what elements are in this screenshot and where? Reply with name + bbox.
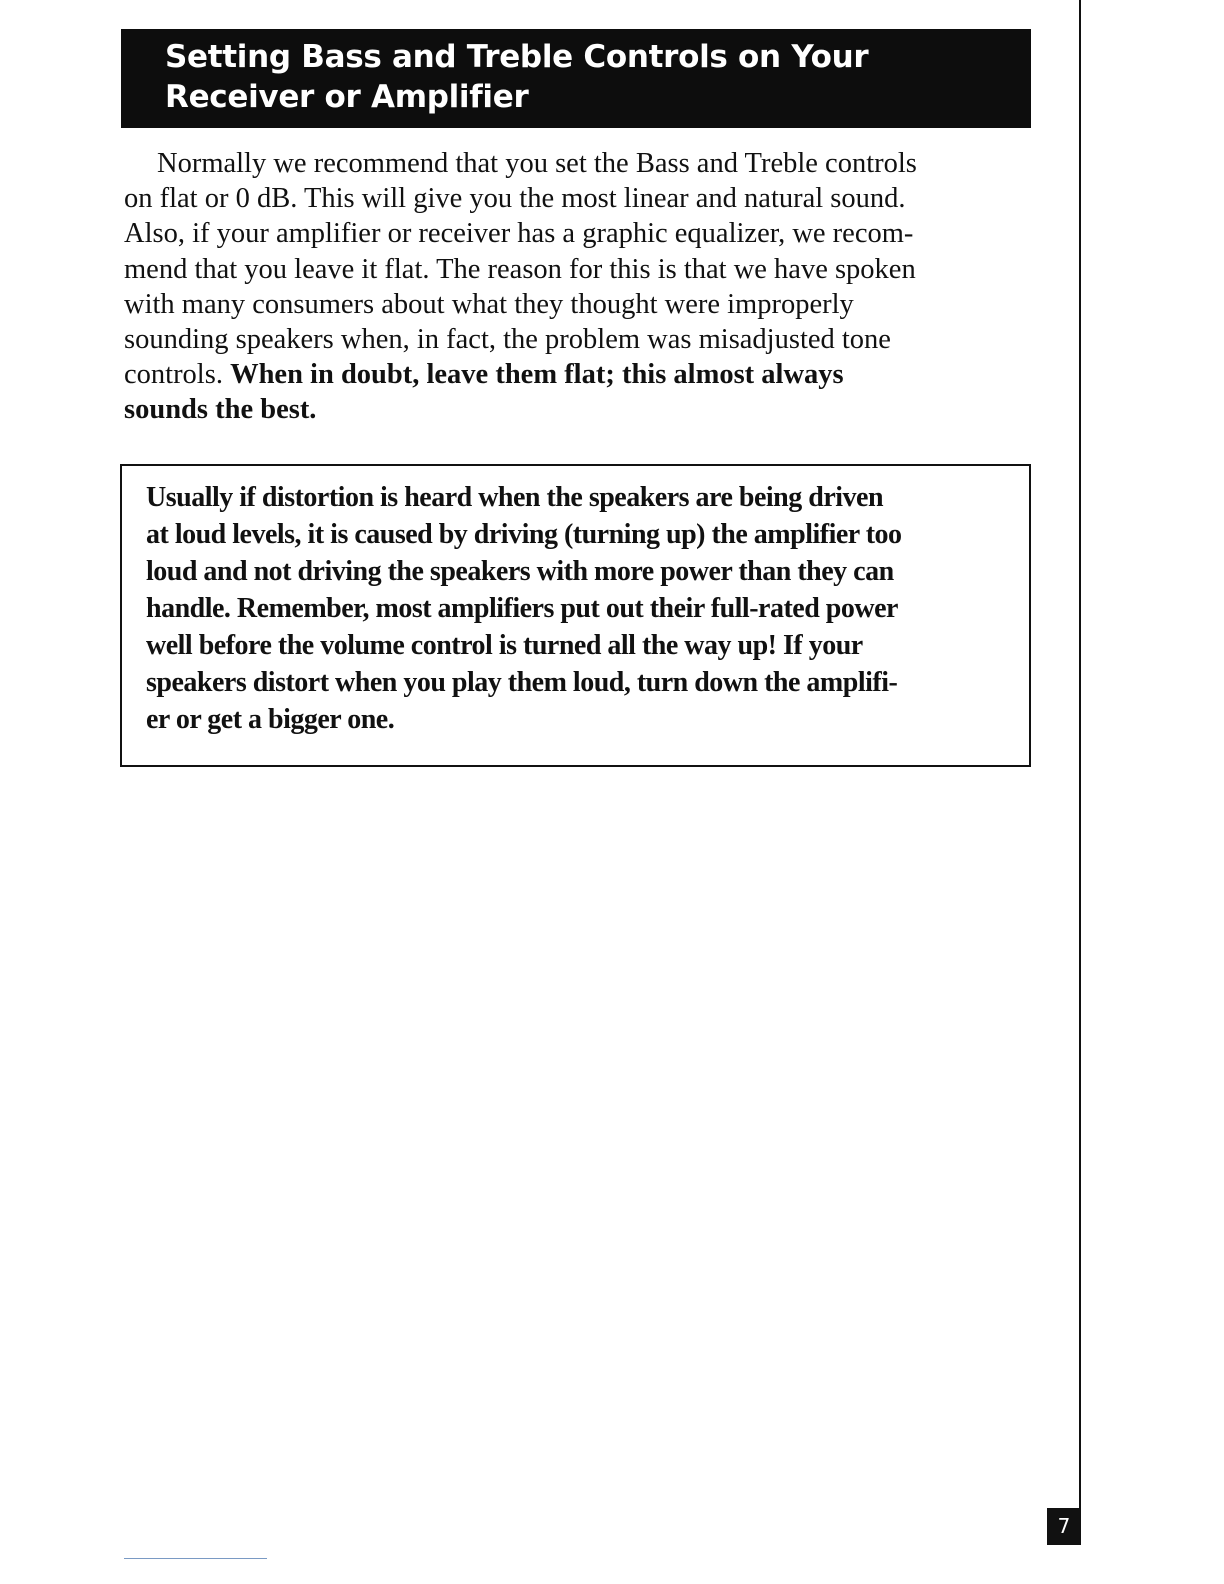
body-paragraph	[124, 146, 1019, 428]
body-line: with many consumers about what they thought were improperly	[124, 288, 854, 320]
section-title-line-2: Receiver or Amplifier	[165, 79, 529, 115]
body-line: Also, if your amplifier or receiver has a graphic equalizer, we recom-	[124, 218, 914, 250]
note-line: loud and not driving the speakers with more power than they can	[146, 556, 894, 587]
note-line: well before the volume control is turned all the way up! If your	[146, 630, 863, 661]
distortion-note-box	[120, 464, 1031, 767]
body-emphasis: When in doubt, leave them flat; this almost always	[230, 359, 844, 391]
body-line	[124, 357, 1019, 392]
note-line: at loud levels, it is caused by driving (turning up) the amplifier too	[146, 519, 902, 550]
footer-rule	[124, 1558, 267, 1559]
body-emphasis: sounds the best.	[124, 394, 317, 426]
note-line: speakers distort when you play them loud, turn down the amplifi-	[146, 667, 898, 698]
body-line: sounding speakers when, in fact, the problem was misadjusted tone	[124, 324, 891, 356]
note-line: Usually if distortion is heard when the speakers are being driven	[146, 482, 884, 513]
note-line: handle. Remember, most amplifiers put out their full-rated power	[146, 593, 898, 624]
note-line: er or get a bigger one.	[146, 704, 395, 735]
page-edge-rule	[1079, 0, 1081, 1545]
body-line: Normally we recommend that you set the Bass and Treble controls	[157, 148, 917, 179]
section-title	[165, 37, 1031, 117]
body-line: on flat or 0 dB. This will give you the most linear and natural sound.	[124, 183, 906, 215]
section-header	[121, 29, 1031, 128]
body-line-plain: controls.	[124, 359, 231, 391]
body-line: mend that you leave it flat. The reason for this is that we have spoken	[124, 253, 916, 285]
distortion-note-text	[146, 479, 1029, 738]
section-title-line-1: Setting Bass and Treble Controls on Your	[165, 39, 869, 75]
page-number: 7	[1047, 1508, 1081, 1545]
